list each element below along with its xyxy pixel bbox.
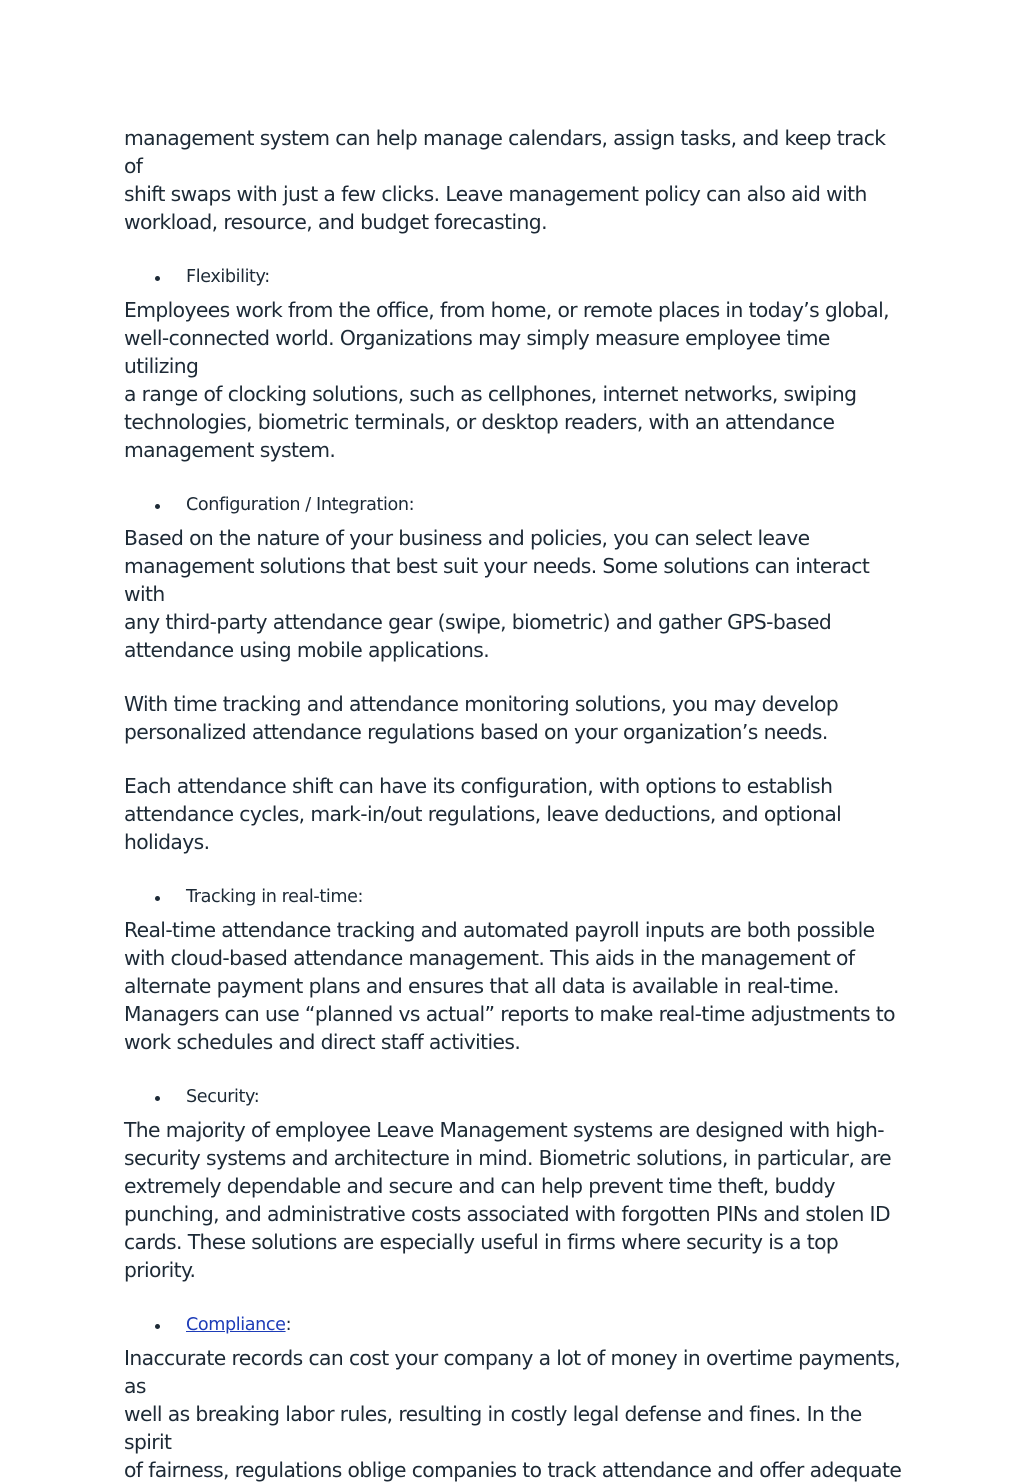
bullet-compliance [124,1311,904,1339]
bullet-tracking-label: Tracking in real-time: [186,887,364,907]
document-page [124,124,904,1484]
bullet-configuration [124,491,904,519]
bullet-security-label: Security: [186,1087,260,1107]
compliance-paragraph: Inaccurate records can cost your company a lot of money in overtime payments, as well as breaking labor rules, resulting in costly legal defense and fines. In the spirit of fairness, regulations oblige companies to track attendance and offer adequate [124,1346,902,1482]
security-paragraph: The majority of employee Leave Management systems are designed with high- security systems and architecture in mind. Biometric solutions, in particular, are extremely dependable and secure and can help prevent time theft, buddy punching, and administrative costs associated with forgotten PINs and stolen ID cards. These solutions are especially useful in firms where security is a top priority. [124,1118,892,1282]
tracking-paragraph: Real-time attendance tracking and automated payroll inputs are both possible with cloud-based attendance management. This aids in the management of alternate payment plans and ensures that all data is available in real-time. Managers can use “planned vs actual” reports to make real-time adjustments to work schedules and direct staff activities. [124,918,895,1054]
bullet-dot-icon [155,276,160,281]
bullet-dot-icon [155,896,160,901]
intro-paragraph: management system can help manage calendars, assign tasks, and keep track of shift swaps with just a few clicks. Leave management policy can also aid with workload, resource, and budget forecasting. [124,126,886,234]
bullet-flexibility-label: Flexibility: [186,267,270,287]
bullet-configuration-label: Configuration / Integration: [186,495,415,515]
bullet-dot-icon [155,1096,160,1101]
bullet-dot-icon [155,1324,160,1329]
bullet-security [124,1083,904,1111]
configuration-paragraph-1: Based on the nature of your business and policies, you can select leave management solutions that best suit your needs. Some solutions can interact with any third-party attendance gear (swipe, biometric) and gather GPS-based attendance using mobile applications. [124,526,870,662]
configuration-paragraph-2: With time tracking and attendance monitoring solutions, you may develop personalized attendance regulations based on your organization’s needs. [124,692,839,744]
compliance-link[interactable]: Compliance [186,1315,286,1335]
bullet-dot-icon [155,504,160,509]
configuration-paragraph-3: Each attendance shift can have its configuration, with options to establish attendance cycles, mark-in/out regulations, leave deductions, and optional holidays. [124,774,842,854]
bullet-flexibility [124,263,904,291]
compliance-colon: : [285,1315,292,1335]
bullet-tracking [124,883,904,911]
flexibility-paragraph: Employees work from the office, from home, or remote places in today’s global, well-connected world. Organizations may simply measure employee time utilizing a range of clocking solutions, such as cellphones, internet networks, swiping technologies, biometric terminals, or desktop readers, with an attendance management system. [124,298,889,462]
